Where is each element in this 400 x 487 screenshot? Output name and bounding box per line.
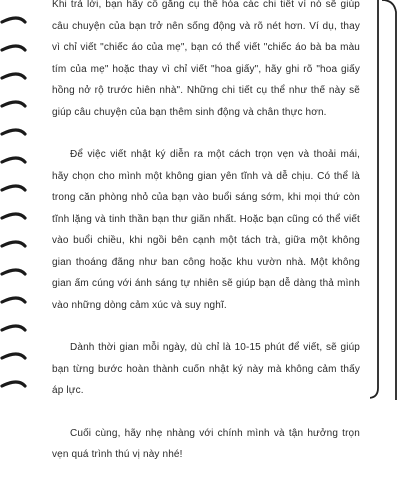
page-edge-outline xyxy=(370,0,400,400)
paragraph-4: Cuối cùng, hãy nhẹ nhàng với chính mình và tận hưởng trọn vẹn quá trình thú vị này nhé! xyxy=(52,427,360,460)
paragraph-2: Để việc viết nhật ký diễn ra một cách trọn vẹn và thoải mái, hãy chọn cho mình một không gian yên tĩnh và dễ chịu. Có thể là trong căn phòng nhỏ của bạn vào buổi sáng sớm, khi mọi thứ còn tĩnh lặng và tinh thần bạn thư giãn nhất. Hoặc bạn cũng có thể viết vào buổi chiều, khi ngồi bên cạnh một tách trà, giữa một không gian thoáng đãng như ban công hoặc khu vườn nhà. Một không gian ấm cúng với ánh sáng tự nhiên sẽ giúp bạn dễ dàng thả mình vào những dòng cảm xúc và suy nghĩ. xyxy=(52,149,360,311)
diary-body-text xyxy=(52,0,360,487)
paragraph-1: Khi trả lời, bạn hãy cố gắng cụ thể hóa các chi tiết vì nó sẽ giúp câu chuyện của bạn trở nên sống động và rõ nét hơn. Ví dụ, thay vì chỉ viết "chiếc áo của mẹ", bạn có thể viết "chiếc áo bà ba màu tím của mẹ" hoặc thay vì chỉ viết "hoa giấy", hãy ghi rõ "hoa giấy hồng nở rộ trước hiên nhà". Những chi tiết cụ thể như thế này sẽ giúp câu chuyện của bạn thêm sinh động và chân thực hơn. xyxy=(52,0,360,118)
paragraph-3: Dành thời gian mỗi ngày, dù chỉ là 10-15 phút để viết, sẽ giúp bạn từng bước hoàn thành cuốn nhật ký này mà không cảm thấy áp lực. xyxy=(52,342,360,396)
spiral-binding xyxy=(0,0,30,400)
